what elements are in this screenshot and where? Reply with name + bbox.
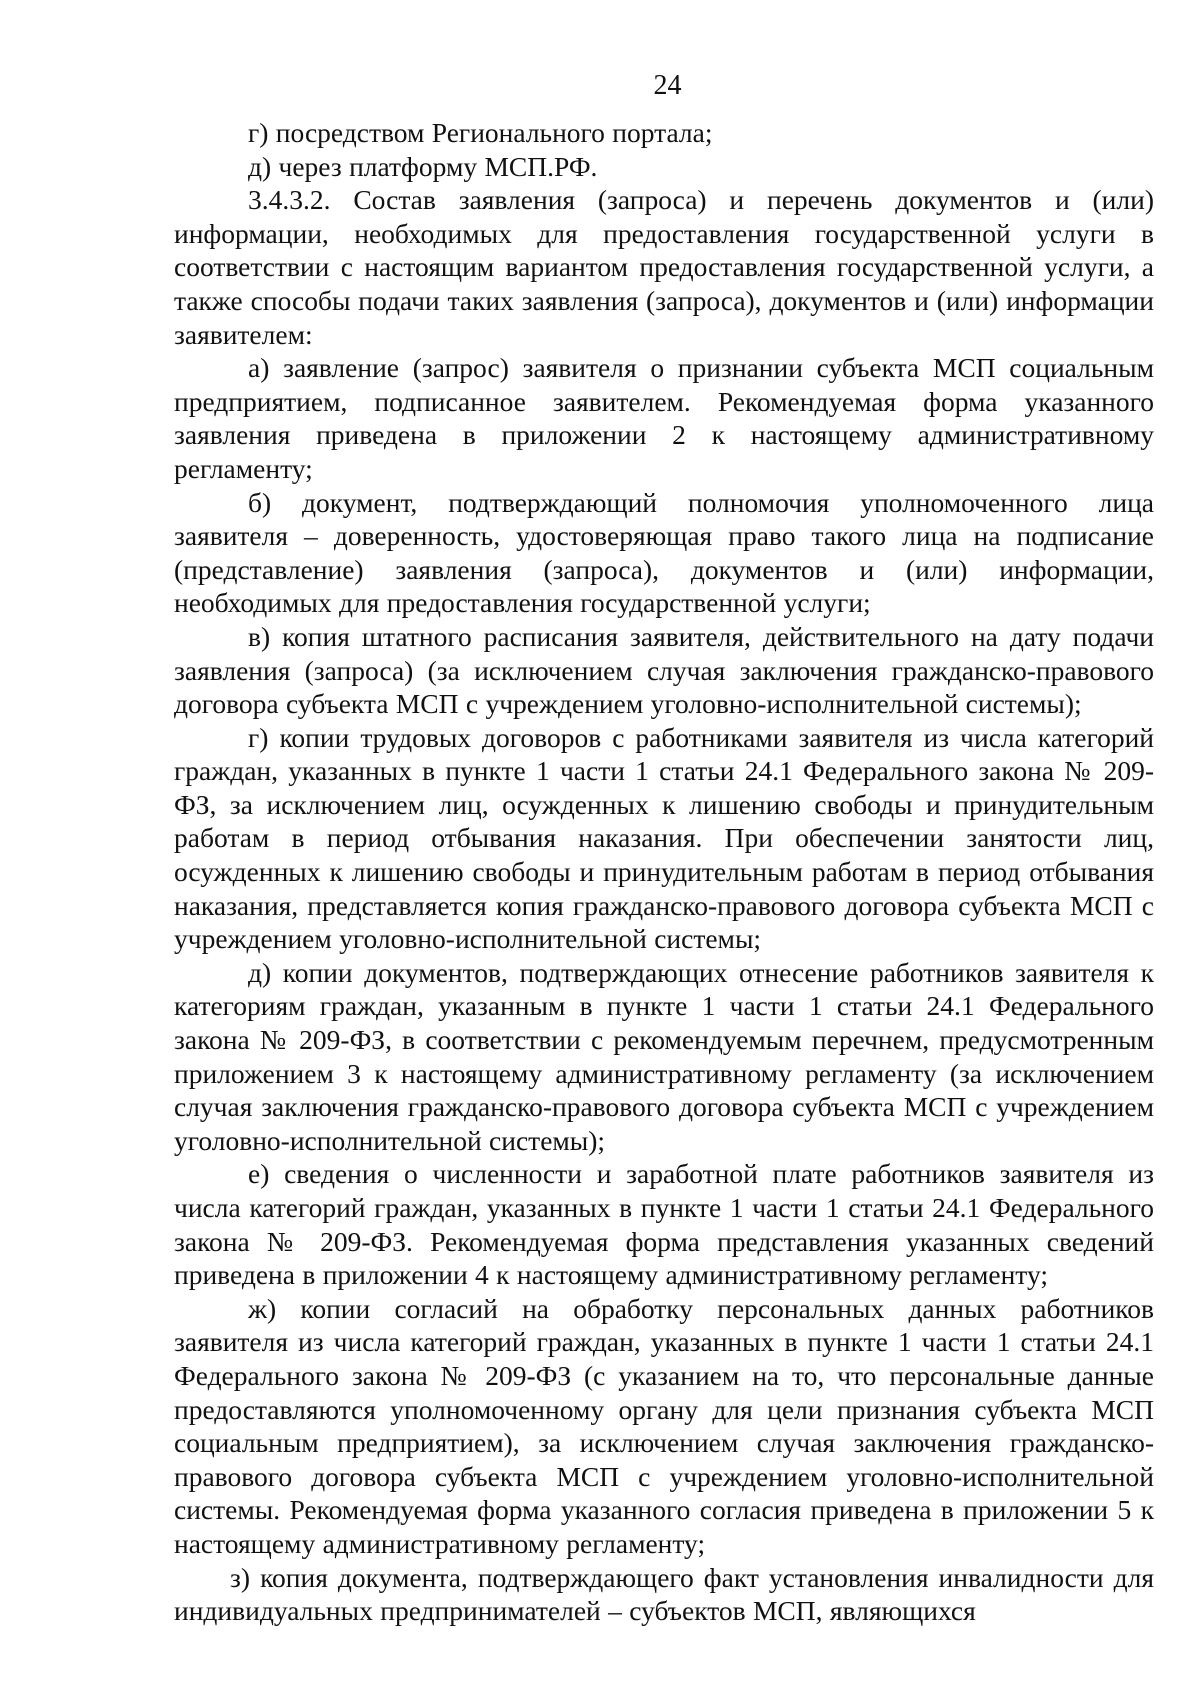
paragraph-z-disability: з) копия документа, подтверждающего факт установления инвалидности для индивидуальных предпринимателей – субъектов МСП, являющихся [174,1561,1154,1627]
paragraph-d-msp-platform: д) через платформу МСП.РФ. [248,150,598,182]
paragraph-a-application: а) заявление (запрос) заявителя о признании субъекта МСП социальным предприятием, подписанное заявителем. Рекомендуемая форма указанного заявления приведена в приложении 2 к настоящему административному регламенту; [174,352,1154,484]
paragraph-3-4-3-2: 3.4.3.2. Состав заявления (запроса) и перечень документов и (или) информации, необходимых для предоставления государственной услуги в соответствии с настоящим вариантом предоставления государственной услуги, а также способы подачи таких заявления (запроса), документов и (или) информации заявителем: [174,184,1154,350]
page-number: 24 [653,70,682,101]
paragraph-zh-consents: ж) копии согласий на обработку персональных данных работников заявителя из числа категорий граждан, указанных в пункте 1 части 1 статьи 24.1 Федерального закона № 209-ФЗ (с указанием на то, что персональные данные предоставляются уполномоченному органу для цели признания субъекта МСП социальным предприятием), за исключением случая заключения гражданско-правового договора субъекта МСП с учреждением уголовно-исполнительной системы. Рекомендуемая форма указанного согласия приведена в приложении 5 к настоящему административному регламенту; [174,1292,1154,1559]
paragraph-d-category-documents: д) копии документов, подтверждающих отнесение работников заявителя к категориям граждан, указанным в пункте 1 части 1 статьи 24.1 Федерального закона № 209-ФЗ, в соответствии с рекомендуемым перечнем, предусмотренным приложением 3 к настоящему административному регламенту (за исключением случая заключения гражданско-правового договора субъекта МСП с учреждением уголовно-исполнительной системы); [174,956,1154,1156]
paragraph-g-regional-portal: г) посредством Регионального портала; [248,117,713,148]
paragraph-g-labor-contracts: г) копии трудовых договоров с работниками заявителя из числа категорий граждан, указанных в пункте 1 части 1 статьи 24.1 Федерального закона № 209-ФЗ, за исключением лиц, осужденных к лишению свободы и принудительным работам в период отбывания наказания. При обеспечении занятости лиц, осужденных к лишению свободы и принудительным работам в период отбывания наказания, представляется копия гражданско-правового договора субъекта МСП с учреждением уголовно-исполнительной системы; [174,721,1154,955]
document-body [174,116,1154,1628]
paragraph-e-salary-info: е) сведения о численности и заработной плате работников заявителя из числа категорий граждан, указанных в пункте 1 части 1 статьи 24.1 Федерального закона № 209-ФЗ. Рекомендуемая форма представления указанных сведений приведена в приложении 4 к настоящему административному регламенту; [174,1158,1154,1291]
paragraph-b-power-of-attorney: б) документ, подтверждающий полномочия уполномоченного лица заявителя – доверенность, удостоверяющая право такого лица на подписание (представление) заявления (запроса), документов и (или) информации, необходимых для предоставления государственной услуги; [174,486,1154,619]
paragraph-v-staff-schedule: в) копия штатного расписания заявителя, действительного на дату подачи заявления (запроса) (за исключением случая заключения гражданско-правового договора субъекта МСП с учреждением уголовно-исполнительной системы); [174,620,1154,720]
